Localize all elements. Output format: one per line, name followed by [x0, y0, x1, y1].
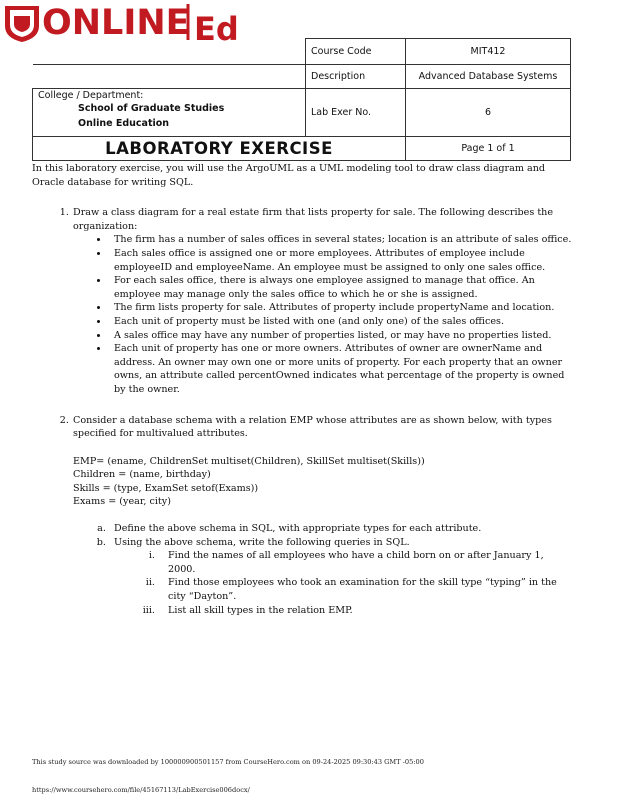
page-title: LABORATORY EXERCISE — [33, 137, 406, 161]
schema-line: Exams = (year, city) — [73, 496, 171, 508]
page-info: Page 1 of 1 — [406, 137, 571, 161]
intro-paragraph: In this laboratory exercise, you will use the ArgoUML as a UML modeling tool to draw class diagram and Oracle database for writing SQL. — [32, 163, 546, 188]
query-item: ii. Find those employees who took an examination for the skill type “typing” in the city “Dayton”. — [158, 576, 574, 603]
organization-bullets — [73, 233, 574, 396]
exercise-item-2 — [72, 414, 574, 618]
schema-line: EMP= (ename, ChildrenSet multiset(Children), SkillSet multiset(Skills)) — [73, 455, 425, 467]
logo-graphic — [2, 2, 272, 42]
logo-text-online: ONLINE — [42, 3, 190, 42]
description-label: Description — [306, 65, 406, 89]
sub-task-b — [109, 536, 574, 618]
list-item: • For each sales office, there is always one employee assigned to manage that office. An employee may manage only the sales office to which he or she is assigned. — [109, 274, 574, 301]
lab-exer-value: 6 — [406, 89, 571, 137]
course-code-value: MIT412 — [406, 39, 571, 65]
lab-exer-label: Lab Exer No. — [306, 89, 406, 137]
course-code-label: Course Code — [306, 39, 406, 65]
department-line-2: Online Education — [78, 118, 170, 129]
logo-text-ed: Ed — [194, 10, 239, 42]
query-list — [114, 549, 574, 617]
schema-line: Children = (name, birthday) — [73, 469, 211, 481]
sub-task-a: a. Define the above schema in SQL, with appropriate types for each attribute. — [109, 522, 574, 536]
list-item: • The firm has a number of sales offices in several states; location is an attribute of sales office. — [109, 233, 574, 247]
department-label: College / Department: — [38, 90, 144, 101]
sub-task-b-text: Using the above schema, write the following queries in SQL. — [114, 536, 410, 548]
list-item: • Each unit of property has one or more owners. Attributes of owner are ownerName and address. An owner may own one or more units of property. For each property that an owner owns, an attribute called percentOwned indicates what percentage of the property is owned by the owner. — [109, 342, 574, 396]
department-line-1: School of Graduate Studies — [78, 103, 225, 114]
list-item: • The firm lists property for sale. Attributes of property include propertyName and location. — [109, 301, 574, 315]
header-blank — [33, 39, 306, 65]
list-item: • Each sales office is assigned one or more employees. Attributes of employee include employeeID and employeeName. An employee must be assigned to only one sales office. — [109, 247, 574, 274]
download-notice: This study source was downloaded by 100000900501157 from CourseHero.com on 09-24-2025 09:30:43 GMT -05:00 — [32, 758, 424, 766]
item-2-text: Consider a database schema with a relation EMP whose attributes are as shown below, with types specified for multivalued attributes. — [73, 414, 552, 440]
source-url[interactable]: https://www.coursehero.com/file/45167113/LabExercise006docx/ — [32, 786, 250, 794]
department-cell — [33, 89, 306, 137]
sub-task-list — [73, 522, 574, 617]
header-blank-2 — [33, 65, 306, 89]
query-item: i. Find the names of all employees who have a child born on or after January 1, 2000. — [158, 549, 574, 576]
query-item: iii. List all skill types in the relation EMP. — [158, 604, 574, 618]
list-item: • A sales office may have any number of properties listed, or may have no properties listed. — [109, 329, 574, 343]
schema-line: Skills = (type, ExamSet setof(Exams)) — [73, 482, 259, 494]
item-1-text: Draw a class diagram for a real estate firm that lists property for sale. The following describes the organization: — [73, 207, 554, 232]
exercise-list — [32, 206, 574, 617]
exercise-item-1 — [72, 206, 574, 396]
course-header-table — [32, 38, 571, 161]
schema-block — [73, 455, 574, 509]
exercise-body — [32, 162, 574, 634]
list-item: • Each unit of property must be listed with one (and only one) of the sales offices. — [109, 315, 574, 329]
description-value: Advanced Database Systems — [406, 65, 571, 89]
school-logo — [2, 2, 272, 42]
